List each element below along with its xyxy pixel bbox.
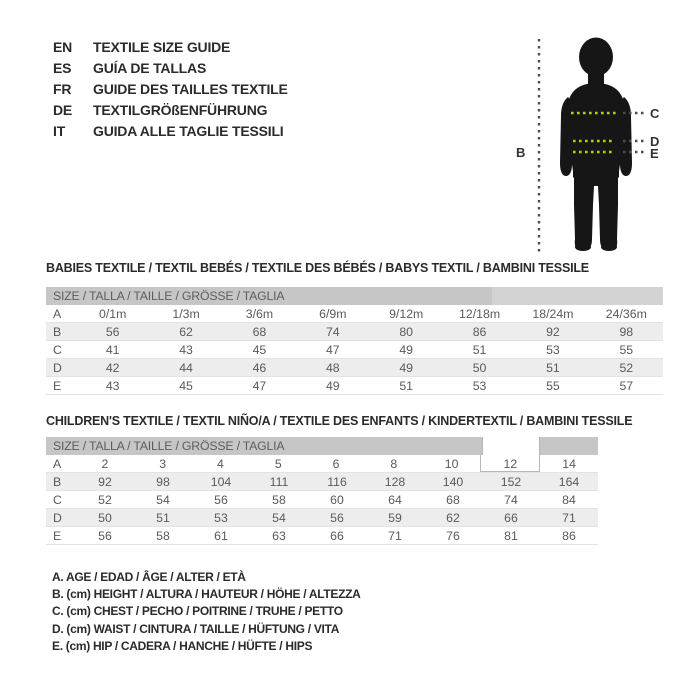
cell: 64 (388, 493, 402, 507)
child-silhouette (560, 38, 632, 252)
cell: 80 (399, 325, 414, 339)
cell: 61 (214, 529, 228, 543)
cell: 8 (390, 457, 398, 471)
cell: 51 (472, 343, 487, 357)
cell: 74 (504, 493, 518, 507)
cell: 111 (269, 475, 289, 489)
cell: 3/6m (245, 307, 274, 321)
cell: 152 (500, 475, 522, 489)
table-row (46, 359, 663, 377)
lang-row-fr (53, 79, 288, 100)
lang-code: IT (53, 123, 66, 139)
lang-row-es (53, 58, 288, 79)
cell: 58 (272, 493, 286, 507)
cell: 66 (330, 529, 344, 543)
cell: 62 (446, 511, 460, 525)
cell: 43 (179, 343, 193, 357)
lang-code: DE (53, 102, 73, 118)
cell: 43 (105, 379, 120, 393)
row-label: E (53, 379, 62, 393)
cell: 84 (562, 493, 576, 507)
cell: 68 (252, 325, 267, 339)
cell: 56 (105, 325, 120, 339)
cell: 104 (210, 475, 232, 489)
legend-height: B. (cm) HEIGHT / ALTURA / HAUTEUR / HÖHE / ALTEZZA (52, 587, 361, 602)
cell: 1/3m (172, 307, 200, 321)
cell: 59 (388, 511, 402, 525)
cell: 4 (217, 457, 224, 471)
cell: 63 (272, 529, 286, 543)
cell: 86 (472, 325, 487, 339)
cell: 74 (325, 325, 340, 339)
cell: 47 (325, 343, 340, 357)
label-c: C (650, 106, 660, 121)
children-section-title: CHILDREN'S TEXTILE / TEXTIL NIÑO/A / TEXTILE DES ENFANTS / KINDERTEXTIL / BAMBINI TESSILE (46, 414, 633, 428)
cell: 92 (546, 325, 560, 339)
cell: 45 (179, 379, 193, 393)
row-label: A (53, 307, 62, 321)
lang-title: GUIDE DES TAILLES TEXTILE (93, 81, 288, 97)
cell: 116 (327, 475, 347, 489)
cell: 98 (619, 325, 634, 339)
cell: 12/18m (459, 307, 501, 321)
cell: 9/12m (389, 307, 424, 321)
row-label: D (53, 361, 62, 375)
lang-code: ES (53, 60, 72, 76)
cell: 86 (562, 529, 576, 543)
table-row (46, 527, 598, 545)
cell: 45 (252, 343, 267, 357)
cell: 66 (504, 511, 518, 525)
cell: 71 (562, 511, 576, 525)
child-silhouette-svg (500, 15, 700, 260)
cell: 81 (504, 529, 518, 543)
children-table-header (46, 437, 598, 455)
row-label: E (53, 529, 62, 543)
lang-row-de (53, 100, 288, 121)
cell: 68 (446, 493, 460, 507)
cell: 164 (558, 475, 580, 489)
cell: 46 (252, 361, 267, 375)
lang-title: GUIDA ALLE TAGLIE TESSILI (93, 123, 284, 139)
measurement-figure (500, 15, 700, 260)
row-label: C (53, 343, 62, 357)
table-row (46, 377, 663, 395)
cell: 49 (325, 379, 340, 393)
legend-hip: E. (cm) HIP / CADERA / HANCHE / HÜFTE / HIPS (52, 638, 313, 653)
lang-title: GUÍA DE TALLAS (93, 60, 207, 76)
cell: 56 (98, 529, 112, 543)
lang-row-it (53, 121, 288, 142)
cell: 47 (252, 379, 267, 393)
cell: 53 (472, 379, 487, 393)
label-e: E (650, 146, 659, 161)
cell: 50 (98, 511, 112, 525)
cell: 62 (179, 325, 193, 339)
language-title-list (53, 37, 288, 142)
cell: 10 (444, 457, 459, 471)
babies-table-header (46, 287, 663, 305)
legend-chest: C. (cm) CHEST / PECHO / POITRINE / TRUHE / PETTO (52, 604, 343, 619)
cell: 49 (399, 343, 414, 357)
cell: 76 (446, 529, 460, 543)
row-label: B (53, 325, 62, 339)
cell: 140 (442, 475, 464, 489)
table-row (46, 305, 663, 323)
children-size-table (46, 437, 598, 545)
legend-waist: D. (cm) WAIST / CINTURA / TAILLE / HÜFTUNG / VITA (52, 621, 340, 636)
cell: 57 (619, 379, 634, 393)
highlighted-size-cell: 12 (480, 455, 540, 472)
header-text: SIZE / TALLA / TAILLE / GRÖSSE / TAGLIA (53, 439, 285, 453)
size-12-highlight-notch (482, 437, 540, 455)
cell: 56 (330, 511, 344, 525)
cell: 6/9m (319, 307, 347, 321)
cell: 54 (272, 511, 286, 525)
cell: 42 (105, 361, 120, 375)
table-row (46, 491, 598, 509)
legend-age: A. AGE / EDAD / ÂGE / ALTER / ETÀ (52, 570, 246, 584)
table-row (46, 455, 598, 473)
cell: 54 (156, 493, 170, 507)
cell: 52 (619, 361, 634, 375)
lang-title: TEXTILGRÖßENFÜHRUNG (93, 102, 268, 118)
table-row (46, 323, 663, 341)
cell: 0/1m (99, 307, 127, 321)
cell: 51 (156, 511, 170, 525)
cell: 55 (546, 379, 560, 393)
cell: 52 (98, 493, 112, 507)
babies-section-title: BABIES TEXTILE / TEXTIL BEBÉS / TEXTILE DES BÉBÉS / BABYS TEXTIL / BAMBINI TESSILE (46, 261, 589, 275)
cell: 2 (101, 457, 109, 471)
row-label: C (53, 493, 62, 507)
cell: 5 (274, 457, 282, 471)
row-label: B (53, 475, 62, 489)
cell: 128 (384, 475, 406, 489)
cell: 71 (388, 529, 402, 543)
table-row (46, 473, 598, 491)
row-label: D (53, 511, 62, 525)
cell: 51 (546, 361, 560, 375)
lang-row-en (53, 37, 288, 58)
lang-code: FR (53, 81, 72, 97)
lang-title: TEXTILE SIZE GUIDE (93, 39, 231, 55)
cell: 53 (214, 511, 228, 525)
cell: 51 (399, 379, 414, 393)
babies-size-table (46, 287, 663, 395)
cell: 18/24m (532, 307, 574, 321)
cell: 44 (179, 361, 193, 375)
cell: 53 (546, 343, 560, 357)
measurement-legend (52, 569, 361, 655)
cell: 55 (619, 343, 634, 357)
row-label: A (53, 457, 62, 471)
lang-code: EN (53, 39, 73, 55)
cell: 98 (156, 475, 170, 489)
cell: 48 (325, 361, 340, 375)
cell: 6 (332, 457, 340, 471)
header-text: SIZE / TALLA / TAILLE / GRÖSSE / TAGLIA (53, 289, 285, 303)
cell: 49 (399, 361, 414, 375)
cell: 56 (214, 493, 228, 507)
label-b: B (516, 145, 526, 160)
cell: 41 (105, 343, 120, 357)
cell: 24/36m (605, 307, 647, 321)
cell: 60 (330, 493, 344, 507)
cell: 14 (562, 457, 576, 471)
cell: 58 (156, 529, 170, 543)
table-row (46, 509, 598, 527)
table-row (46, 341, 663, 359)
label-d: D (650, 134, 660, 149)
cell: 92 (98, 475, 112, 489)
cell: 3 (159, 457, 167, 471)
cell: 50 (472, 361, 487, 375)
